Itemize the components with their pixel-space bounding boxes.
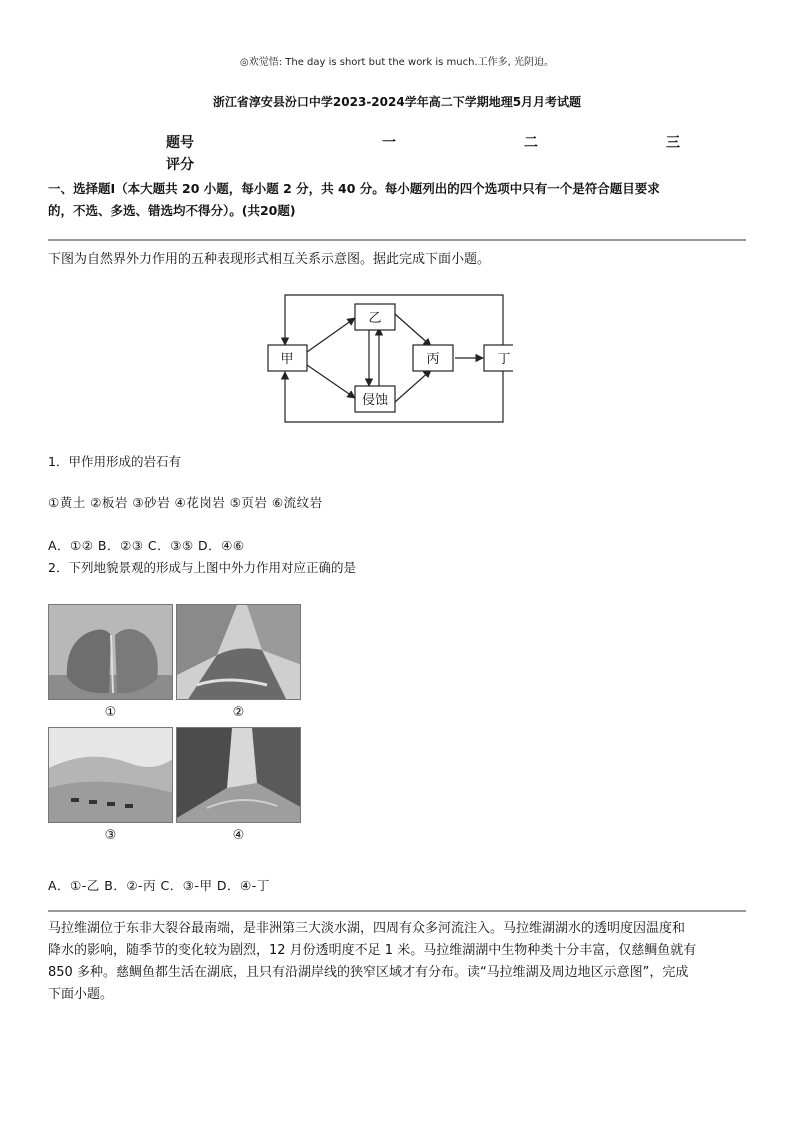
photo-split-rock (48, 604, 173, 700)
intro-2-line4: 下面小题。 (48, 987, 114, 1002)
question-1-options: A．①② B．②③ C．③⑤ D．④⑥ (48, 538, 245, 553)
diagram-node-yi: 乙 (368, 311, 382, 326)
diagram-node-erosion: 侵蚀 (361, 393, 389, 408)
score-row-label-score: 评分 (166, 157, 194, 173)
exogenic-process-diagram (263, 290, 513, 425)
photo-caption-4: ④ (232, 828, 245, 843)
score-col-1: 一 (382, 135, 396, 151)
photo-desert-dunes (48, 727, 173, 823)
score-row-label-number: 题号 (166, 135, 194, 151)
divider (48, 239, 746, 241)
diagram-node-ding: 丁 (497, 352, 511, 367)
header-note: ◎欢觉悟: The day is short but the work is much.工作多, 光阴迫。 (239, 57, 555, 68)
section-heading-line2: 的，不选、多选、错选均不得分）。(共20题) (48, 203, 296, 218)
exam-title: 浙江省淳安县汾口中学2023-2024学年高二下学期地理5月月考试题 (212, 95, 582, 109)
question-1-stem: 1．甲作用形成的岩石有 (48, 454, 181, 469)
question-2-options: A．①-乙 B．②-丙 C．③-甲 D．④-丁 (48, 878, 270, 893)
score-table (166, 132, 726, 176)
score-col-3: 三 (666, 135, 680, 151)
intro-paragraph-2 (48, 918, 748, 1006)
photo-fjord (176, 727, 301, 823)
diagram-node-bing: 丙 (426, 352, 440, 367)
photo-caption-1: ① (104, 705, 117, 720)
section-heading (48, 178, 748, 222)
intro-2-line1: 马拉维湖位于东非大裂谷最南端，是非洲第三大淡水湖，四周有众多河流注入。马拉维湖湖水的透明度因温度和 (48, 921, 686, 936)
intro-2-line3: 850 多种。慈鲷鱼都生活在湖底，且只有沿湖岸线的狭窄区域才有分布。读“马拉维湖及周边地区示意图”，完成 (48, 965, 689, 980)
photo-caption-2: ② (232, 705, 245, 720)
intro-paragraph-1: 下图为自然界外力作用的五种表现形式相互关系示意图。据此完成下面小题。 (48, 252, 491, 267)
diagram-node-jia: 甲 (280, 352, 294, 367)
score-col-2: 二 (524, 135, 538, 151)
photo-glacier-valley (176, 604, 301, 700)
question-2-stem: 2．下列地貌景观的形成与上图中外力作用对应正确的是 (48, 560, 356, 575)
divider-2 (48, 910, 746, 912)
question-1-items: ①黄土 ②板岩 ③砂岩 ④花岗岩 ⑤页岩 ⑥流纹岩 (48, 495, 323, 510)
section-heading-line1: 一、选择题Ⅰ（本大题共 20 小题，每小题 2 分，共 40 分。每小题列出的四个选项中只有一个是符合题目要求 (48, 181, 660, 196)
photo-caption-3: ③ (104, 828, 117, 843)
intro-2-line2: 降水的影响，随季节的变化较为剧烈，12 月份透明度不足 1 米。马拉维湖湖中生物种类十分丰富，仅慈鲷鱼就有 (48, 943, 697, 958)
